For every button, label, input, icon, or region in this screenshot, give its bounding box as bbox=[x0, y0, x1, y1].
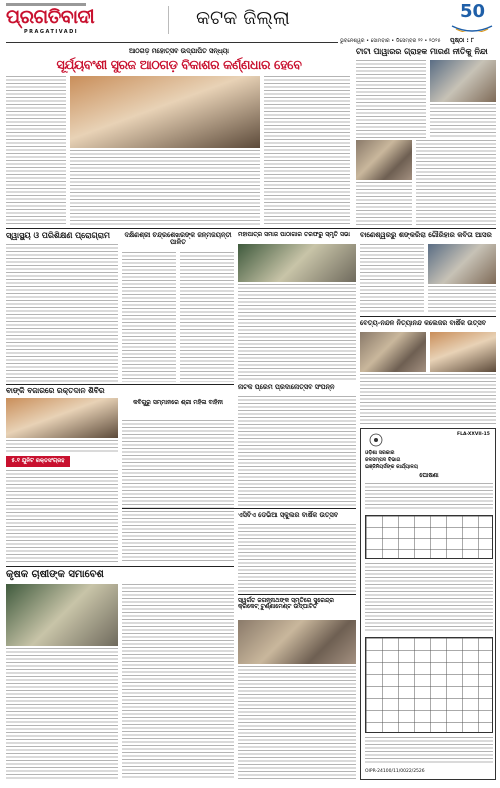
cricket-body bbox=[238, 666, 356, 780]
masthead-title: ପ୍ରଗତିବାଦୀ bbox=[6, 6, 95, 28]
banesh-headline: ବାଣେଶ୍ୱରରୁ ଶଙ୍କରିରା ଗୌରିହାର କବିତା ଆସର bbox=[360, 231, 492, 239]
banesh-photo bbox=[428, 244, 496, 284]
farmers-headline: କୃଷକ ଚାଷୀଙ୍କ ସମାବେଶ bbox=[6, 569, 104, 580]
right-body-4 bbox=[356, 182, 412, 226]
section-title: କଟକ ଜିଲ୍ଲା bbox=[196, 7, 290, 29]
college-headline: ବେତ୍ୟ-ନନ୍ଦନ ନିତ୍ୟାନନ୍ଦ କଲେଜର ବାର୍ଷିକ ଉତ୍ସବ bbox=[360, 319, 487, 327]
page-number: ପୃଷ୍ଠା : ୮ bbox=[450, 37, 474, 44]
notice-body bbox=[365, 483, 493, 511]
jubilee-logo-icon bbox=[448, 2, 496, 32]
lead-body-mid bbox=[70, 150, 260, 226]
tata-body-2 bbox=[430, 104, 496, 138]
cricket-photo bbox=[238, 620, 356, 664]
notice-table-2 bbox=[365, 637, 493, 733]
farmers-body-b bbox=[122, 584, 234, 780]
ppe-headline: ସ୍ୱାସ୍ଥ୍ୟ ଓ ପରିଶିକ୍ଷଣ ପ୍ରୋଗ୍ରାମ bbox=[6, 231, 110, 240]
lead-body-right bbox=[264, 76, 350, 226]
notice-contact: OIPR-24100/11/0022/2526 bbox=[365, 769, 425, 774]
rule-4 bbox=[122, 508, 356, 509]
cricket-headline: ସ୍ୱର୍ଗତ ଜଗନ୍ନାଥଙ୍କ ସ୍ମୃତିରେ ସୁରେନ୍ଦ୍ର କ୍ରିକେଟ୍ ଟୁର୍ଣ୍ଣାମେଣ୍ଟ ଉଦ୍‌ଘାଟିତ bbox=[238, 597, 334, 611]
rule-6 bbox=[238, 594, 356, 595]
ppe-body bbox=[6, 244, 118, 382]
notice-ref: FLA-XXVII-15 bbox=[457, 432, 490, 437]
rule-5 bbox=[6, 566, 234, 567]
lead-headline: ସୂର୍ଯ୍ୟବଂଶୀ ସୁରଜ ଆଠଗଡ଼ ବିକାଶର କର୍ଣ୍ଣଧାର ହେବେ bbox=[56, 57, 302, 72]
rule-3 bbox=[6, 384, 234, 385]
second-photo bbox=[356, 140, 412, 180]
notice-body-2 bbox=[365, 563, 493, 633]
banesh-body-2 bbox=[428, 286, 496, 314]
notice-title: ଘୋଷଣା bbox=[419, 472, 439, 479]
banesh-body bbox=[360, 244, 424, 314]
masthead bbox=[0, 0, 500, 40]
jubilee-number: 50 bbox=[460, 1, 486, 22]
blood-badge bbox=[6, 456, 70, 467]
farmers-photo bbox=[6, 584, 118, 646]
bank-headline: ବାଙ୍କି ବଜାରରେ ରକ୍ତଦାନ ଶିବିର bbox=[6, 386, 105, 395]
col2-body-b bbox=[180, 252, 234, 382]
masthead-subtitle: PRAGATIVADI bbox=[24, 29, 79, 35]
blood-badge-text: ୫.୧ ଯୁନିଟ ରକ୍ତସଂଗ୍ରହ bbox=[11, 458, 65, 464]
bank-body-b bbox=[6, 470, 118, 562]
lead-photo bbox=[70, 76, 260, 148]
bank-body-a bbox=[6, 440, 118, 454]
bank-photo bbox=[6, 398, 118, 438]
tata-body bbox=[356, 60, 426, 138]
farmers-body bbox=[6, 648, 118, 780]
kvs-body bbox=[122, 420, 234, 562]
nataka-body bbox=[238, 396, 356, 506]
masthead-divider bbox=[168, 6, 169, 34]
notice-table-1 bbox=[365, 515, 493, 559]
tata-headline: ଟାଟା ପାୱାରର ଗ୍ରାହକ ମାରଣ ନୀତିକୁ ନିନ୍ଦା bbox=[356, 47, 488, 56]
tata-photo bbox=[430, 60, 496, 102]
college-body bbox=[360, 374, 496, 424]
right-body-3 bbox=[416, 140, 496, 226]
college-photo-2 bbox=[430, 332, 496, 372]
col3-headline: ମହାପାତ୍ର ସମାଜ ପାଠାଗାର ତରଫରୁ ସ୍ମୃତି ସଭା bbox=[238, 231, 350, 238]
col2-headline: ଦକ୍ଷିଣଶ୍ରୀ ଚନ୍ଦ୍ରଶେଖରଙ୍କ ଜନ୍ମଜୟନ୍ତୀ ପାଳିତ bbox=[124, 231, 232, 246]
notice-state: ଓଡ଼ିଶା ସରକାର bbox=[365, 450, 395, 456]
date-bar-rule bbox=[6, 42, 376, 43]
notice-dept: ଜଳସମ୍ପଦ ବିଭାଗ bbox=[365, 457, 401, 463]
notice-office: ଇଞ୍ଜିନିୟର୍ସଙ୍କ କାର୍ଯ୍ୟାଳୟ bbox=[365, 464, 419, 470]
rule-1 bbox=[6, 228, 496, 229]
notice-body-3 bbox=[365, 737, 493, 765]
annual-body bbox=[238, 524, 356, 592]
date-bar bbox=[0, 38, 500, 46]
col3-photo bbox=[238, 244, 356, 282]
annual-headline: ଏସିବିଏ ଡେଭିଆ ସ୍କୁଲର ବାର୍ଷିକ ଉତ୍ସବ bbox=[238, 511, 339, 519]
govt-notice bbox=[360, 428, 496, 780]
rule-2 bbox=[360, 316, 496, 317]
nataka-headline: ନାଟକ ପ୍ରେମ ପ୍ରଦାନୋତ୍ସବ ସଂପନ୍ନ bbox=[238, 383, 335, 391]
lead-body-left bbox=[6, 76, 66, 226]
college-photo-1 bbox=[360, 332, 426, 372]
lead-kicker: ଆଠଗଡ଼ ମହୋତ୍ସବ ଉଦ୍‌ଯାପିତ ସନ୍ଧ୍ୟା bbox=[129, 47, 229, 55]
government-emblem-icon bbox=[369, 433, 383, 447]
dateline: ଭୁବନେଶ୍ୱର • ସୋମବାର • ଡିସେମ୍ବର ୨୨ • ୨୦୨୫ bbox=[340, 38, 441, 44]
col3-body bbox=[238, 284, 356, 380]
kvs-headline: କବିଗୁରୁ ସମ୍ମାନରେ ଶ୍ରୀ ମହିଳା ବାହିନୀ bbox=[133, 399, 223, 406]
col2-body bbox=[122, 252, 176, 382]
